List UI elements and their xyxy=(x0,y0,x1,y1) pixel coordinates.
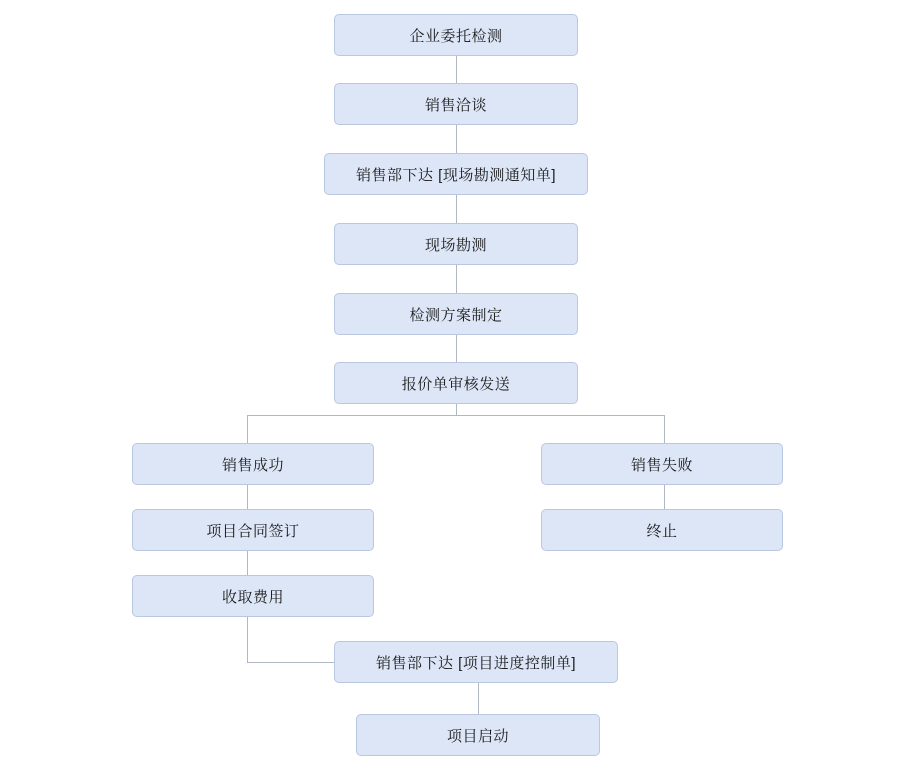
node-sales-dept-issue-progress-control[interactable]: 销售部下达 [项目进度控制单] xyxy=(334,641,618,683)
node-project-contract-signing[interactable]: 项目合同签订 xyxy=(132,509,374,551)
connector-n9-n11 xyxy=(247,551,248,575)
node-site-survey[interactable]: 现场勘测 xyxy=(334,223,578,265)
node-sales-failure[interactable]: 销售失败 xyxy=(541,443,783,485)
connector-n1-n2 xyxy=(456,56,457,83)
connector-n2-n3 xyxy=(456,125,457,153)
connector-n6-branch-stem xyxy=(456,404,457,415)
connector-n11-n12-right xyxy=(247,662,334,663)
node-sales-dept-issue-survey-notice[interactable]: 销售部下达 [现场勘测通知单] xyxy=(324,153,588,195)
connector-n5-n6 xyxy=(456,335,457,362)
connector-branch-bar xyxy=(247,415,665,416)
connector-n8-n10 xyxy=(664,485,665,509)
node-test-plan-formulation[interactable]: 检测方案制定 xyxy=(334,293,578,335)
connector-n4-n5 xyxy=(456,265,457,293)
connector-n3-n4 xyxy=(456,195,457,223)
connector-n7-n9 xyxy=(247,485,248,509)
connector-branch-left xyxy=(247,415,248,443)
connector-n11-n12-down xyxy=(247,617,248,662)
node-quotation-review-send[interactable]: 报价单审核发送 xyxy=(334,362,578,404)
node-project-start[interactable]: 项目启动 xyxy=(356,714,600,756)
node-sales-negotiation[interactable]: 销售洽谈 xyxy=(334,83,578,125)
node-terminate[interactable]: 终止 xyxy=(541,509,783,551)
node-collect-fees[interactable]: 收取费用 xyxy=(132,575,374,617)
node-sales-success[interactable]: 销售成功 xyxy=(132,443,374,485)
connector-branch-right xyxy=(664,415,665,443)
connector-n12-n13 xyxy=(478,683,479,714)
node-enterprise-commission-test[interactable]: 企业委托检测 xyxy=(334,14,578,56)
